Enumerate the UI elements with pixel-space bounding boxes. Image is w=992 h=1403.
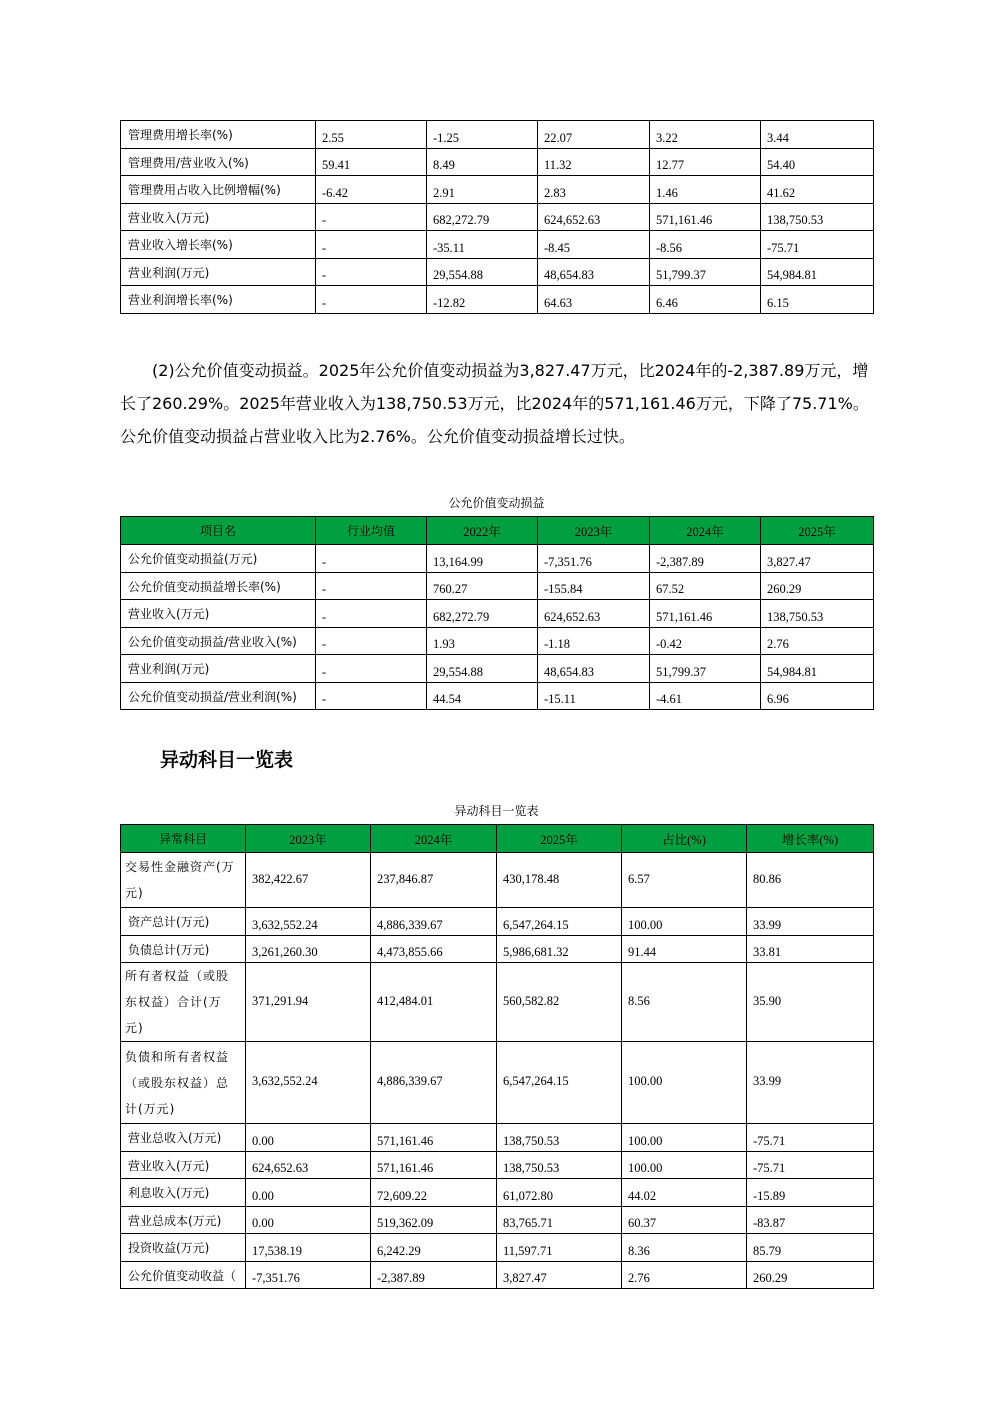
cell: 2.55 (316, 121, 427, 149)
cell: 60.37 (622, 1207, 747, 1234)
cell: 33.81 (747, 936, 874, 963)
cell: -1.18 (538, 628, 650, 655)
cell: 6,547,264.15 (497, 908, 622, 936)
table-row (121, 908, 874, 936)
cell: 6.15 (761, 286, 874, 314)
cell: -4.61 (650, 683, 761, 710)
cell: 3,261,260.30 (246, 936, 371, 963)
row-label: 负债总计(万元) (121, 936, 246, 963)
cell: -155.84 (538, 573, 650, 600)
cell: - (316, 259, 427, 286)
abnormal-items-table (120, 824, 874, 1289)
admin-expense-table (120, 120, 874, 314)
table-row (121, 1234, 874, 1262)
cell: 560,582.82 (497, 963, 622, 1042)
cell: 0.00 (246, 1179, 371, 1207)
cell: -75.71 (747, 1152, 874, 1179)
cell: 72,609.22 (371, 1179, 497, 1207)
row-label: 资产总计(万元) (121, 908, 246, 936)
cell: 54,984.81 (761, 259, 874, 286)
table-row (121, 628, 874, 655)
row-label: 营业利润增长率(%) (121, 286, 316, 314)
cell: 64.63 (538, 286, 650, 314)
row-label: 营业收入(万元) (121, 1152, 246, 1179)
cell: 3,827.47 (761, 545, 874, 573)
cell: 760.27 (427, 573, 538, 600)
cell: 100.00 (622, 1152, 747, 1179)
cell: 260.29 (761, 573, 874, 600)
table-header-row (121, 517, 874, 545)
table-row (121, 600, 874, 628)
table-row (121, 963, 874, 1042)
cell: 571,161.46 (371, 1124, 497, 1152)
table-caption: 公允价值变动损益 (448, 496, 545, 510)
cell: 13,164.99 (427, 545, 538, 573)
cell: 8.49 (427, 149, 538, 176)
table-row (121, 683, 874, 710)
cell: 8.56 (622, 963, 747, 1042)
table-row (121, 231, 874, 259)
cell: -1.25 (427, 121, 538, 149)
cell: -2,387.89 (371, 1262, 497, 1289)
row-label: 公允价值变动损益/营业利润(%) (121, 683, 316, 710)
cell: 11.32 (538, 149, 650, 176)
cell: -7,351.76 (538, 545, 650, 573)
table-row (121, 1152, 874, 1179)
cell: -12.82 (427, 286, 538, 314)
row-label: 利息收入(万元) (121, 1179, 246, 1207)
column-header: 2024年 (371, 825, 497, 853)
table-row (121, 1207, 874, 1234)
cell: 3,632,552.24 (246, 1042, 371, 1124)
cell: 260.29 (747, 1262, 874, 1289)
cell: 67.52 (650, 573, 761, 600)
row-label: 营业收入(万元) (121, 204, 316, 231)
cell: -8.45 (538, 231, 650, 259)
cell: 4,886,339.67 (371, 908, 497, 936)
cell: - (316, 573, 427, 600)
fair-value-change-table (120, 516, 874, 710)
column-header: 2023年 (538, 517, 650, 545)
cell: 0.00 (246, 1124, 371, 1152)
cell: 624,652.63 (538, 600, 650, 628)
cell: 17,538.19 (246, 1234, 371, 1262)
row-label: 公允价值变动收益（ (121, 1262, 246, 1289)
cell: 2.76 (761, 628, 874, 655)
table-row (121, 853, 874, 908)
column-header: 项目名 (121, 517, 316, 545)
column-header: 增长率(%) (747, 825, 874, 853)
cell: 2.76 (622, 1262, 747, 1289)
row-label: 营业总成本(万元) (121, 1207, 246, 1234)
table-row (121, 121, 874, 149)
cell: 8.36 (622, 1234, 747, 1262)
cell: - (316, 545, 427, 573)
cell: 3,827.47 (497, 1262, 622, 1289)
cell: 61,072.80 (497, 1179, 622, 1207)
row-label: 管理费用/营业收入(%) (121, 149, 316, 176)
row-label: 公允价值变动损益/营业收入(%) (121, 628, 316, 655)
cell: -2,387.89 (650, 545, 761, 573)
row-label: 营业总收入(万元) (121, 1124, 246, 1152)
table-row (121, 176, 874, 204)
column-header: 异常科目 (121, 825, 246, 853)
table-row (121, 936, 874, 963)
row-label: 投资收益(万元) (121, 1234, 246, 1262)
cell: 33.99 (747, 1042, 874, 1124)
cell: - (316, 204, 427, 231)
cell: 4,473,855.66 (371, 936, 497, 963)
cell: -6.42 (316, 176, 427, 204)
column-header: 行业均值 (316, 517, 427, 545)
column-header: 2025年 (761, 517, 874, 545)
row-label: 管理费用占收入比例增幅(%) (121, 176, 316, 204)
cell: 382,422.67 (246, 853, 371, 908)
cell: - (316, 683, 427, 710)
paragraph-text: (2)公允价值变动损益。2025年公允价值变动损益为3,827.47万元，比2024年的-2,387.89万元，增长了260.29%。2025年营业收入为138,750.53万元，比2024年的571,161.46万元，下降了75.71%。公允价值变动损益占营业收入比为2.76%。公允价值变动损益增长过快。 (120, 361, 869, 446)
cell: 22.07 (538, 121, 650, 149)
cell: 3.44 (761, 121, 874, 149)
cell: 100.00 (622, 908, 747, 936)
cell: 138,750.53 (761, 600, 874, 628)
cell: 624,652.63 (246, 1152, 371, 1179)
cell: 35.90 (747, 963, 874, 1042)
cell: 29,554.88 (427, 259, 538, 286)
row-label: 营业利润(万元) (121, 259, 316, 286)
column-header: 占比(%) (622, 825, 747, 853)
table-row (121, 259, 874, 286)
cell: 48,654.83 (538, 259, 650, 286)
cell: 51,799.37 (650, 259, 761, 286)
cell: 100.00 (622, 1124, 747, 1152)
cell: 571,161.46 (371, 1152, 497, 1179)
cell: - (316, 655, 427, 683)
cell: 54.40 (761, 149, 874, 176)
cell: 29,554.88 (427, 655, 538, 683)
cell: -83.87 (747, 1207, 874, 1234)
cell: 5,986,681.32 (497, 936, 622, 963)
cell: -7,351.76 (246, 1262, 371, 1289)
cell: 682,272.79 (427, 204, 538, 231)
row-label: 公允价值变动损益增长率(%) (121, 573, 316, 600)
cell: 138,750.53 (497, 1152, 622, 1179)
table-row (121, 573, 874, 600)
cell: 571,161.46 (650, 204, 761, 231)
cell: 33.99 (747, 908, 874, 936)
column-header: 2023年 (246, 825, 371, 853)
cell: -75.71 (747, 1124, 874, 1152)
cell: 371,291.94 (246, 963, 371, 1042)
cell: 44.02 (622, 1179, 747, 1207)
cell: 412,484.01 (371, 963, 497, 1042)
cell: 682,272.79 (427, 600, 538, 628)
cell: 6.57 (622, 853, 747, 908)
row-label: 营业利润(万元) (121, 655, 316, 683)
cell: 11,597.71 (497, 1234, 622, 1262)
table-row (121, 286, 874, 314)
cell: 6.96 (761, 683, 874, 710)
cell: 624,652.63 (538, 204, 650, 231)
cell: 6,547,264.15 (497, 1042, 622, 1124)
row-label: 公允价值变动损益(万元) (121, 545, 316, 573)
cell: - (316, 628, 427, 655)
cell: 3.22 (650, 121, 761, 149)
cell: -15.11 (538, 683, 650, 710)
cell: 3,632,552.24 (246, 908, 371, 936)
cell: -8.56 (650, 231, 761, 259)
cell: - (316, 286, 427, 314)
row-label: 营业收入增长率(%) (121, 231, 316, 259)
column-header: 2022年 (427, 517, 538, 545)
cell: -0.42 (650, 628, 761, 655)
cell: 83,765.71 (497, 1207, 622, 1234)
cell: 571,161.46 (650, 600, 761, 628)
cell: 80.86 (747, 853, 874, 908)
cell: 2.91 (427, 176, 538, 204)
table-row (121, 1124, 874, 1152)
section-title: 异动科目一览表 (160, 749, 294, 771)
row-label: 管理费用增长率(%) (121, 121, 316, 149)
cell: 59.41 (316, 149, 427, 176)
cell: 1.93 (427, 628, 538, 655)
cell: -15.89 (747, 1179, 874, 1207)
cell: 6,242.29 (371, 1234, 497, 1262)
cell: 0.00 (246, 1207, 371, 1234)
table-row (121, 149, 874, 176)
column-header: 2024年 (650, 517, 761, 545)
table-row (121, 204, 874, 231)
cell: 138,750.53 (497, 1124, 622, 1152)
cell: 1.46 (650, 176, 761, 204)
cell: 48,654.83 (538, 655, 650, 683)
cell: 100.00 (622, 1042, 747, 1124)
row-label: 负债和所有者权益（或股东权益）总计(万元) (121, 1042, 246, 1124)
cell: 2.83 (538, 176, 650, 204)
table-row (121, 545, 874, 573)
cell: -75.71 (761, 231, 874, 259)
cell: 430,178.48 (497, 853, 622, 908)
cell: 85.79 (747, 1234, 874, 1262)
cell: 54,984.81 (761, 655, 874, 683)
cell: 138,750.53 (761, 204, 874, 231)
table-row (121, 1042, 874, 1124)
column-header: 2025年 (497, 825, 622, 853)
table-header-row (121, 825, 874, 853)
row-label: 营业收入(万元) (121, 600, 316, 628)
cell: 4,886,339.67 (371, 1042, 497, 1124)
cell: 6.46 (650, 286, 761, 314)
cell: -35.11 (427, 231, 538, 259)
cell: - (316, 231, 427, 259)
analysis-paragraph (120, 354, 880, 453)
table-row (121, 655, 874, 683)
table-caption: 异动科目一览表 (454, 804, 539, 818)
table-row (121, 1262, 874, 1289)
cell: 237,846.87 (371, 853, 497, 908)
cell: 519,362.09 (371, 1207, 497, 1234)
cell: 51,799.37 (650, 655, 761, 683)
cell: 44.54 (427, 683, 538, 710)
cell: - (316, 600, 427, 628)
cell: 91.44 (622, 936, 747, 963)
cell: 41.62 (761, 176, 874, 204)
table-row (121, 1179, 874, 1207)
row-label: 交易性金融资产(万元) (121, 853, 246, 908)
cell: 12.77 (650, 149, 761, 176)
row-label: 所有者权益（或股东权益）合计(万元) (121, 963, 246, 1042)
